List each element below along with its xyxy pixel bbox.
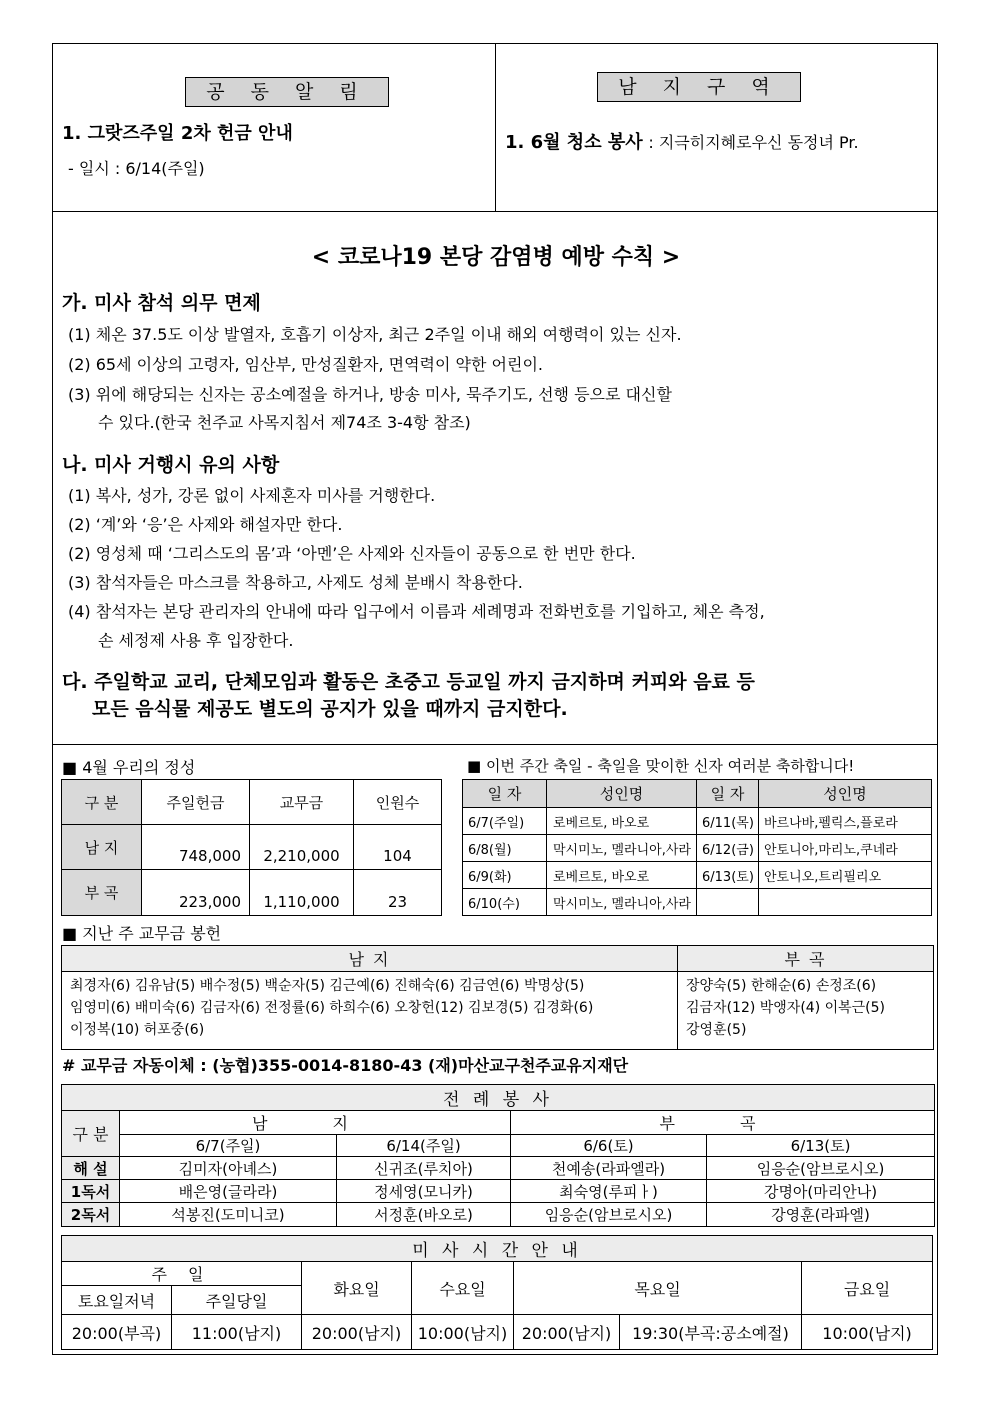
- feast-date: 6/8(월): [463, 835, 547, 862]
- offering-header-sunday: 주일헌금: [142, 780, 250, 825]
- feast-header-date: 일 자: [463, 780, 547, 808]
- namji-item1-title: 1. 6월 청소 봉사: [505, 132, 643, 153]
- liturgy-gubun: 구 분: [62, 1111, 120, 1157]
- covid-a2: (2) 65세 이상의 고령자, 임산부, 만성질환자, 면역력이 약한 어린이.: [68, 355, 543, 374]
- donation-line: 강영훈(5): [686, 1022, 747, 1038]
- mass-sat-eve: 토요일저녁: [62, 1286, 172, 1315]
- mass-sunday: 주 일: [62, 1262, 302, 1286]
- common-item1-title: 1. 그랏즈주일 2차 헌금 안내: [62, 123, 293, 144]
- feast-date: 6/7(주일): [463, 808, 547, 835]
- mass-time: 11:00(남지): [172, 1315, 302, 1350]
- liturgy-date: 6/6(토): [511, 1135, 707, 1157]
- covid-a3-cont: 수 있다.(한국 천주교 사목지침서 제74조 3-4항 참조): [98, 413, 471, 432]
- feast-header-saint: 성인명: [547, 780, 697, 808]
- common-notice-header: 공 동 알 림: [185, 77, 389, 107]
- feast-saint: 로베르토, 바오로: [547, 808, 697, 835]
- liturgy-cell: 신귀조(루치아): [337, 1157, 511, 1180]
- offering-row-label: 부 곡: [62, 870, 142, 916]
- donation-line: 임영미(6) 배미숙(6) 김금자(6) 전정률(6) 하희수(6) 오창헌(12) 김보경(5) 김경화(6): [70, 1000, 594, 1016]
- donation-line: 김금자(12) 박앵자(4) 이복근(5): [686, 1000, 886, 1016]
- liturgy-cell: 천예송(라파엘라): [511, 1157, 707, 1180]
- liturgy-cell: 최숙영(루피ㅏ): [511, 1180, 707, 1203]
- donation-account: # 교무금 자동이체 : (농협)355-0014-8180-43 (재)마산교구천주교유지재단: [62, 1056, 629, 1075]
- mass-sun-day: 주일당일: [172, 1286, 302, 1315]
- offering-header-count: 인원수: [354, 780, 442, 825]
- namji-notice-header: 남 지 구 역: [597, 72, 801, 102]
- divider-vertical: [495, 43, 496, 212]
- liturgy-cell: 배은영(글라라): [120, 1180, 337, 1203]
- covid-a1: (1) 체온 37.5도 이상 발열자, 호흡기 이상자, 최근 2주일 이내 해외 여행력이 있는 신자.: [68, 325, 682, 344]
- mass-time: 10:00(남지): [802, 1315, 933, 1350]
- covid-b2: (2) ‘계’와 ‘응’은 사제와 해설자만 한다.: [68, 515, 343, 534]
- mass-time: 10:00(남지): [412, 1315, 514, 1350]
- feast-header-saint: 성인명: [759, 780, 932, 808]
- feast-date: 6/11(목): [697, 808, 759, 835]
- feast-saint: 바르나바,펠릭스,플로라: [759, 808, 932, 835]
- divider-top: [52, 211, 938, 212]
- covid-b1: (1) 복사, 성가, 강론 없이 사제혼자 미사를 거행한다.: [68, 486, 436, 505]
- covid-section-b: 나. 미사 거행시 유의 사항: [62, 454, 280, 476]
- offering-table: [61, 779, 442, 916]
- feast-date: 6/13(토): [697, 862, 759, 889]
- offering-header-gubun: 구 분: [62, 780, 142, 825]
- liturgy-cell: 서정훈(바오로): [337, 1203, 511, 1227]
- liturgy-date: 6/13(토): [707, 1135, 935, 1157]
- liturgy-cell: 임응순(암브로시오): [707, 1157, 935, 1180]
- liturgy-cell: 김미자(아녜스): [120, 1157, 337, 1180]
- covid-b4: (3) 참석자들은 마스크를 착용하고, 사제도 성체 분배시 착용한다.: [68, 573, 523, 592]
- liturgy-role: 해 설: [62, 1157, 120, 1180]
- liturgy-cell: 임응순(암브로시오): [511, 1203, 707, 1227]
- offering-cell: 1,110,000: [250, 870, 354, 916]
- offering-cell: 23: [354, 870, 442, 916]
- covid-section-a: 가. 미사 참석 의무 면제: [62, 292, 261, 314]
- liturgy-title: 전 례 봉 사: [62, 1085, 935, 1111]
- donation-title: ■ 지난 주 교무금 봉헌: [62, 924, 222, 943]
- donation-bugok-list: [678, 972, 934, 1050]
- donation-line: 최경자(6) 김유남(5) 배수정(5) 백순자(5) 김근예(6) 진해숙(6) 김금연(6) 박명상(5): [70, 978, 585, 994]
- feast-header-date: 일 자: [697, 780, 759, 808]
- mass-time: 19:30(부곡:공소예절): [620, 1315, 802, 1350]
- namji-item1-detail: : 지극히지혜로우신 동정녀 Pr.: [648, 133, 859, 152]
- offering-cell: 748,000: [142, 825, 250, 870]
- liturgy-cell: 석봉진(도미니코): [120, 1203, 337, 1227]
- feast-date: 6/9(화): [463, 862, 547, 889]
- donation-line: 장양숙(5) 한해순(6) 손정조(6): [686, 978, 877, 994]
- feast-saint-empty: [759, 889, 932, 916]
- mass-wed: 수요일: [412, 1262, 514, 1315]
- covid-title: < 코로나19 본당 감염병 예방 수칙 >: [311, 245, 681, 270]
- covid-a3: (3) 위에 해당되는 신자는 공소예절을 하거나, 방송 미사, 묵주기도, 선행 등으로 대신할: [68, 385, 672, 404]
- offering-cell: 2,210,000: [250, 825, 354, 870]
- feast-table: [462, 779, 932, 916]
- offering-cell: 223,000: [142, 870, 250, 916]
- feast-title: ■ 이번 주간 축일 - 축일을 맞이한 신자 여러분 축하합니다!: [467, 757, 855, 775]
- liturgy-role: 1독서: [62, 1180, 120, 1203]
- donation-namji-list: [62, 972, 678, 1050]
- feast-date: 6/12(금): [697, 835, 759, 862]
- liturgy-role: 2독서: [62, 1203, 120, 1227]
- mass-time: 20:00(남지): [514, 1315, 620, 1350]
- covid-section-c: 다. 주일학교 교리, 단체모임과 활동은 초중고 등교일 까지 금지하며 커피와 음료 등: [62, 671, 755, 693]
- covid-section-c-cont: 모든 음식물 제공도 별도의 공지가 있을 때까지 금지한다.: [92, 698, 568, 720]
- donation-line: 이정복(10) 허포중(6): [70, 1022, 205, 1038]
- liturgy-date: 6/14(주일): [337, 1135, 511, 1157]
- mass-fri: 금요일: [802, 1262, 933, 1315]
- offering-row-label: 남 지: [62, 825, 142, 870]
- covid-b3: (2) 영성체 때 ‘그리스도의 몸’과 ‘아멘’은 사제와 신자들이 공동으로 한 번만 한다.: [68, 544, 636, 563]
- liturgy-namji: 남 지: [120, 1111, 511, 1135]
- common-item1-detail: - 일시 : 6/14(주일): [68, 159, 205, 178]
- feast-saint: 안토니아,마리노,쿠네라: [759, 835, 932, 862]
- liturgy-date: 6/7(주일): [120, 1135, 337, 1157]
- covid-b5-cont: 손 세정제 사용 후 입장한다.: [98, 631, 294, 650]
- mass-thu: 목요일: [514, 1262, 802, 1315]
- namji-item1: [505, 128, 859, 154]
- mass-table: [61, 1235, 933, 1350]
- feast-saint: 안토니오,트리필리오: [759, 862, 932, 889]
- feast-saint: 로베르토, 바오로: [547, 862, 697, 889]
- liturgy-bugok: 부 곡: [511, 1111, 935, 1135]
- mass-title: 미 사 시 간 안 내: [62, 1236, 933, 1262]
- offering-title: ■ 4월 우리의 정성: [62, 758, 196, 777]
- mass-time: 20:00(부곡): [62, 1315, 172, 1350]
- offering-header-dues: 교무금: [250, 780, 354, 825]
- feast-saint: 막시미노, 멜라니아,사라: [547, 889, 697, 916]
- offering-cell: 104: [354, 825, 442, 870]
- covid-b5: (4) 참석자는 본당 관리자의 안내에 따라 입구에서 이름과 세례명과 전화번호를 기입하고, 체온 측정,: [68, 602, 765, 621]
- mass-tue: 화요일: [302, 1262, 412, 1315]
- divider-middle: [52, 744, 938, 745]
- liturgy-cell: 강명아(마리안나): [707, 1180, 935, 1203]
- donation-bugok-header: 부 곡: [678, 946, 934, 972]
- liturgy-cell: 정세영(모니카): [337, 1180, 511, 1203]
- feast-date-empty: [697, 889, 759, 916]
- donation-namji-header: 남 지: [62, 946, 678, 972]
- liturgy-table: [61, 1084, 935, 1227]
- liturgy-cell: 강영훈(라파엘): [707, 1203, 935, 1227]
- mass-time: 20:00(남지): [302, 1315, 412, 1350]
- feast-date: 6/10(수): [463, 889, 547, 916]
- donation-table: [61, 945, 934, 1050]
- feast-saint: 막시미노, 멜라니아,사라: [547, 835, 697, 862]
